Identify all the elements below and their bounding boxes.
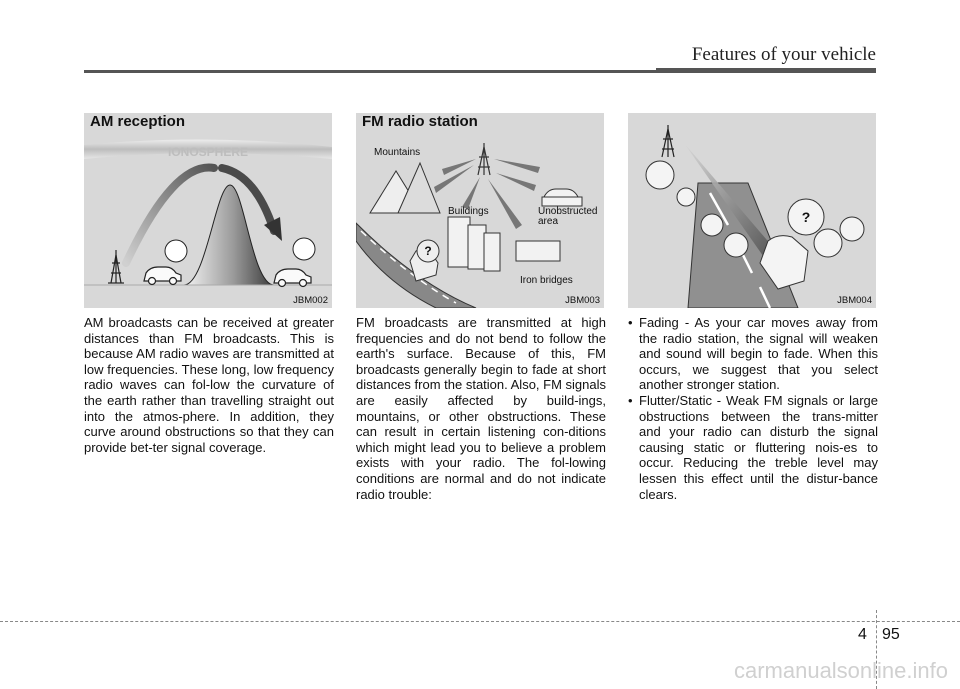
fm-station-illustration	[356, 113, 604, 308]
fading-question-mark: ?	[801, 209, 811, 225]
fm-station-figure	[356, 113, 604, 308]
fm-paragraph: FM broadcasts are transmitted at high frequencies and do not bend to follow the earth's surface. Because of this, FM broadcasts generally begin to fade at short distances from the station. Also, FM signals are easily affected by build-ings, mountains, or other obstructions. These can result in certain listening con-ditions which might lead you to believe a problem exists with your radio. The fol-lowing conditions are normal and do not indicate radio trouble:	[356, 315, 606, 502]
footer-rule	[0, 621, 960, 622]
iron-bridges-label: Iron bridges	[520, 275, 573, 286]
unobstructed-label-line2: area	[538, 216, 559, 227]
fading-figure	[628, 113, 876, 308]
fm-question-mark: ?	[424, 244, 432, 258]
am-figure-code: JBM002	[293, 295, 328, 306]
am-reception-illustration	[84, 113, 332, 308]
fading-figure-code: JBM004	[837, 295, 872, 306]
buildings-label: Buildings	[448, 206, 489, 217]
section-title: Features of your vehicle	[691, 44, 876, 65]
chapter-number: 4	[858, 626, 867, 643]
conditions-list	[628, 315, 878, 502]
fm-figure-code: JBM003	[565, 295, 600, 306]
ionosphere-label: IONOSPHERE	[167, 145, 249, 159]
conditions-column	[628, 315, 878, 502]
page-number: 95	[882, 626, 900, 643]
watermark: carmanualsonline.info	[733, 658, 948, 683]
am-figure-title: AM reception	[90, 113, 186, 130]
fading-illustration	[628, 113, 876, 308]
am-reception-figure	[84, 113, 332, 308]
unobstructed-label-line1: Unobstructed	[538, 206, 598, 217]
mountains-label: Mountains	[374, 147, 421, 158]
flutter-static-bullet: • Flutter/Static - Weak FM signals or large obstructions between the trans-mitter and your radio can disturb the signal causing static or fluttering nois-es to occur. Reducing the treble level may lessen this effect until the distur-bance clears.	[628, 393, 878, 502]
am-paragraph: AM broadcasts can be received at greater distances than FM broadcasts. This is because AM radio waves are transmitted at low frequencies. These long, low frequency radio waves can fol-low the curvature of the earth rather than travelling straight out into the atmos-phere. In addition, they curve around obstructions so that they can provide bet-ter signal coverage.	[84, 315, 334, 455]
header-rule-accent	[656, 68, 876, 73]
fm-figure-title: FM radio station	[362, 113, 478, 130]
fading-bullet: • Fading - As your car moves away from the radio station, the signal will weaken and sound will begin to fade. When this occurs, we suggest that you select another stronger station.	[628, 315, 878, 393]
